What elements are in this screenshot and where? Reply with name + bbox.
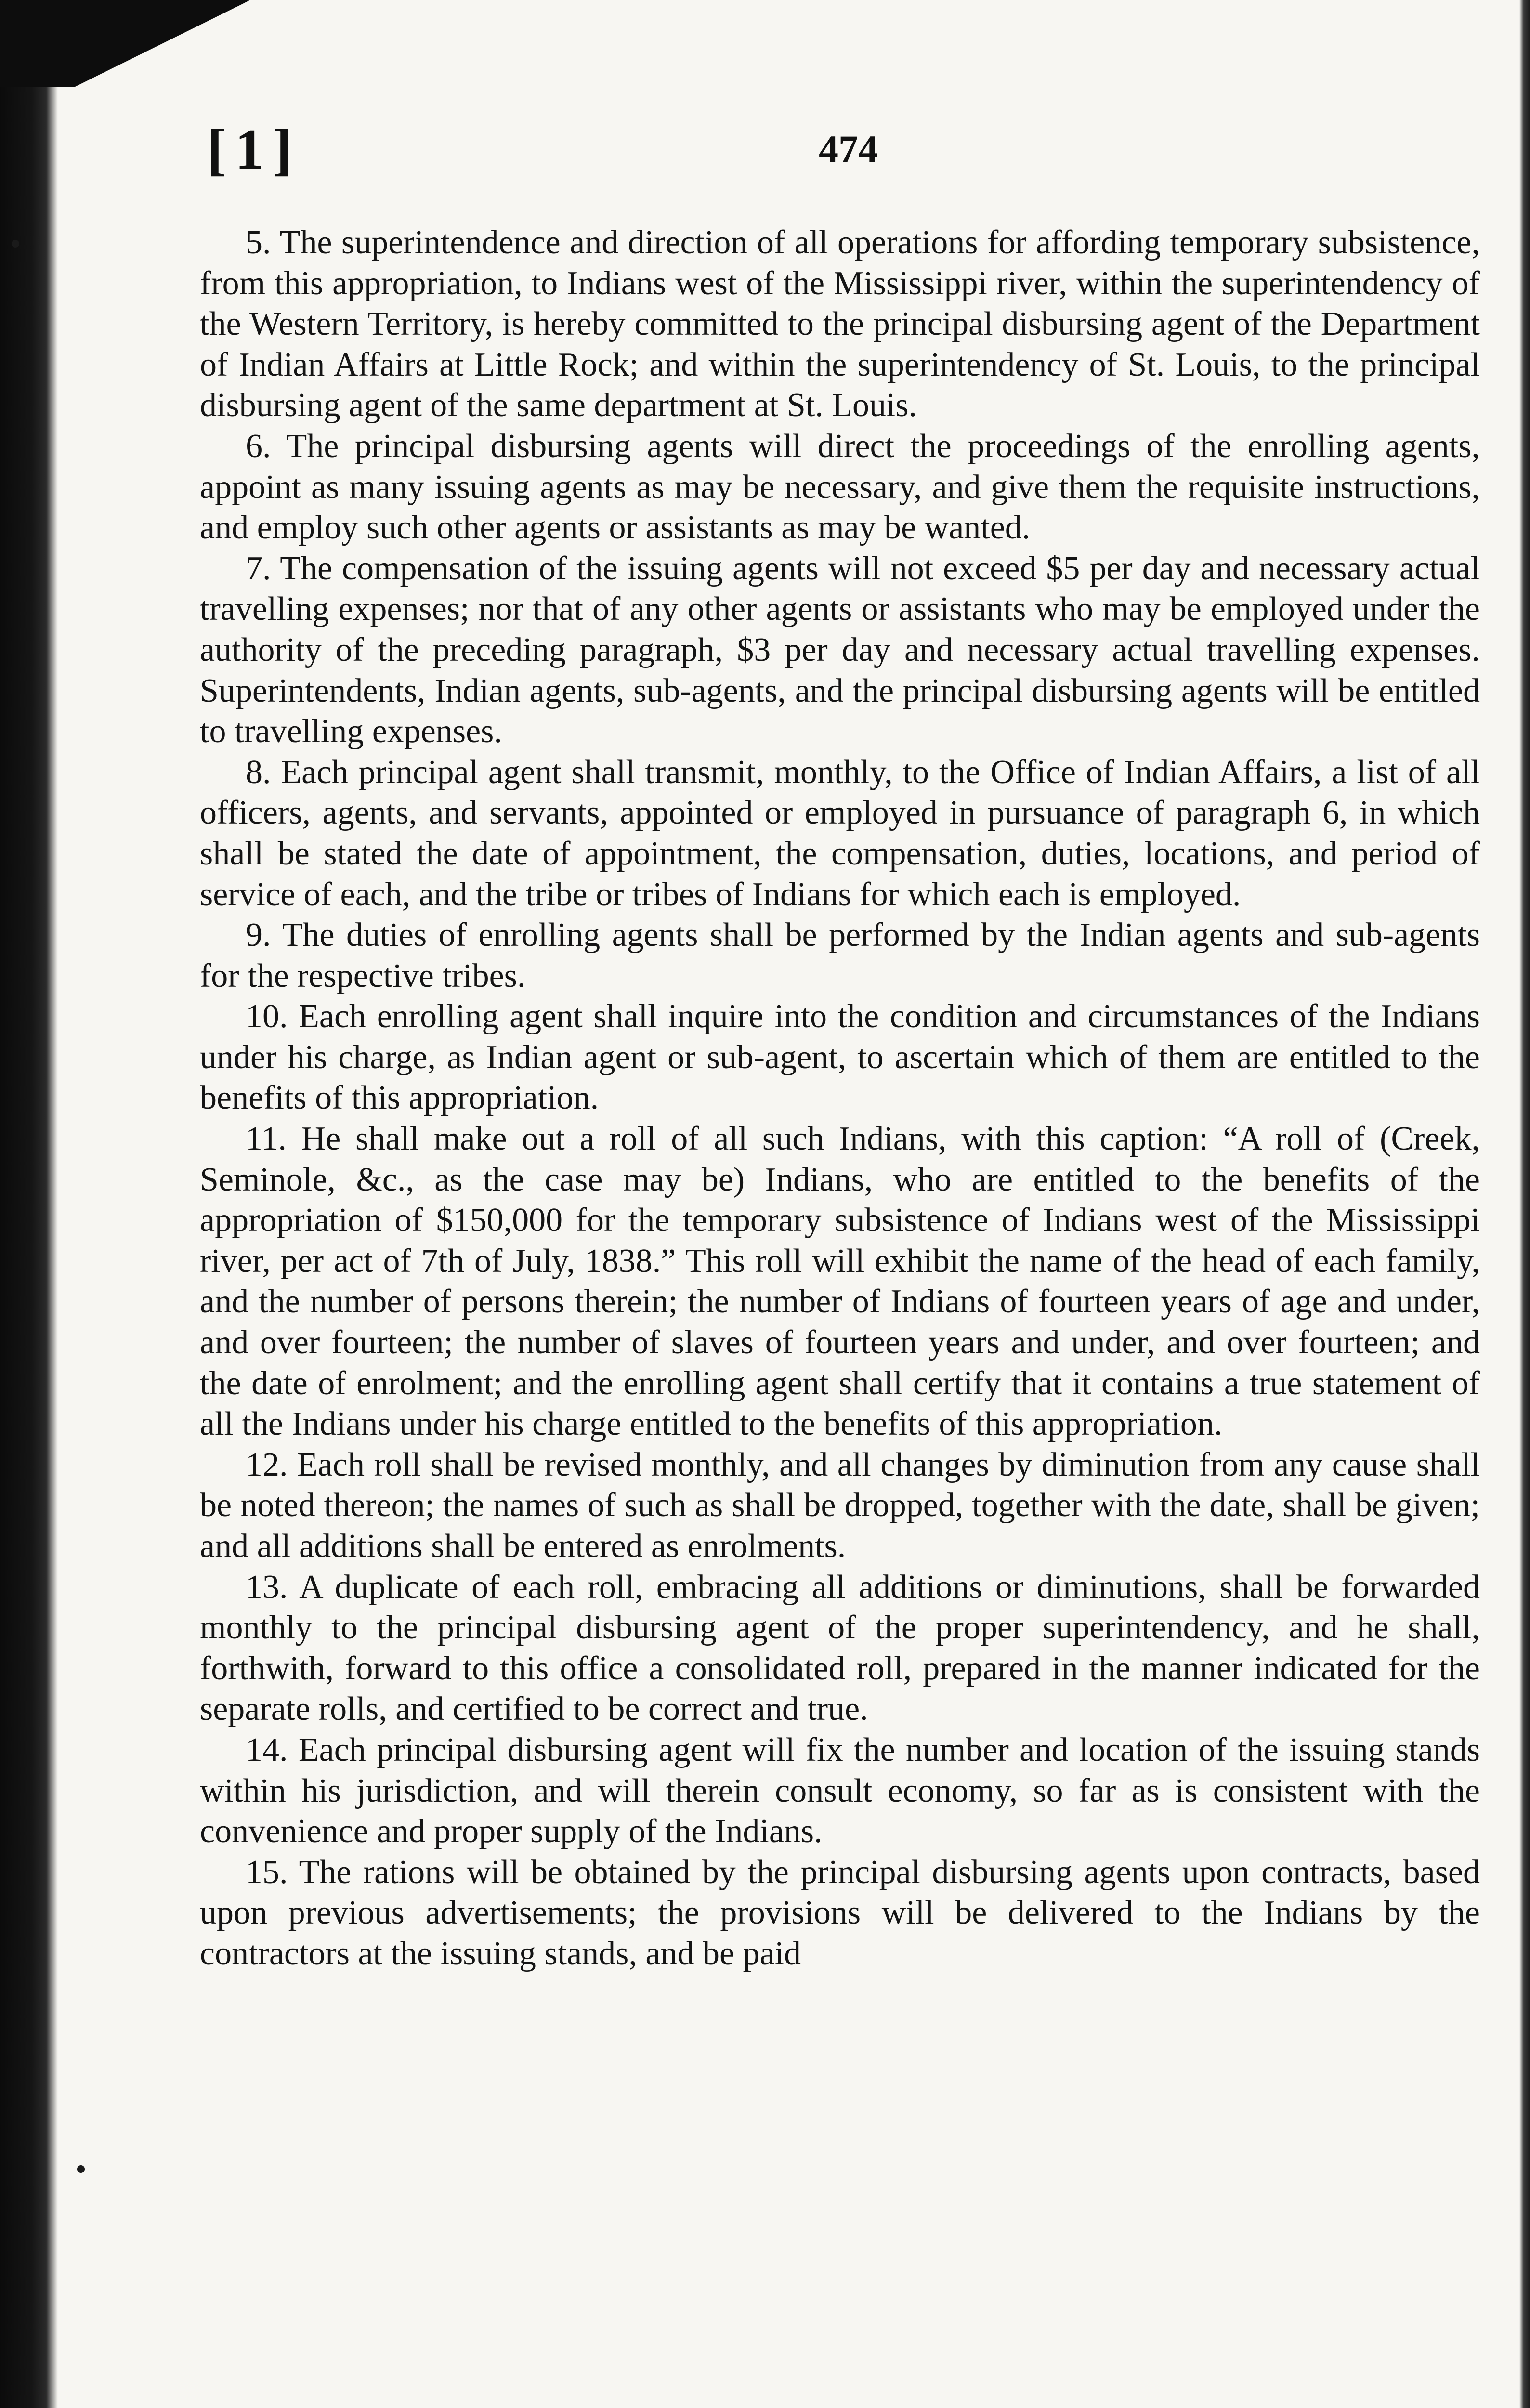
paragraph-6: 6. The principal disbursing agents will direct the proceedings of the enrolling agents, appoint as many issuing agents as may be necessary, and give them the requisite instructions, and employ such other agents or assistants as may be wanted.: [200, 427, 1480, 547]
paragraph-8: 8. Each principal agent shall transmit, monthly, to the Office of Indian Affairs, a list of all officers, agents, and servants, appointed or employed in pursuance of paragraph 6, in which shall be stated the date of appointment, the compensation, duties, locations, and period of service of each, and the tribe or tribes of Indians for which each is employed.: [200, 753, 1480, 913]
paragraph-15: 15. The rations will be obtained by the principal disbursing agents upon contracts, based upon previous advertisements; the provisions will be delivered to the Indians by the contractors at the issuing stands, and be paid: [200, 1853, 1480, 1972]
paragraph-5: 5. The superintendence and direction of all operations for affording temporary subsistence, from this appropriation, to Indians west of the Mississippi river, within the superintendency of the Western Territory, is hereby committed to the principal disbursing agent of the Department of Indian Affairs at Little Rock; and within the superintendency of St. Louis, to the principal disbursing agent of the same department at St. Louis.: [200, 224, 1480, 424]
page-number: 474: [819, 127, 878, 171]
margin-dot: [12, 240, 19, 248]
page-header: [207, 117, 1483, 188]
scan-border-right: [1519, 0, 1530, 2408]
paragraph-14: 14. Each principal disbursing agent will fix the number and location of the issuing stands within his jurisdiction, and will therein consult economy, so far as is consistent with the convenience and proper supply of the Indians.: [200, 1731, 1480, 1850]
margin-dot: [77, 2165, 85, 2173]
scan-border-top-left: [0, 0, 250, 87]
paragraph-7: 7. The compensation of the issuing agents will not exceed $5 per day and necessary actual travelling expenses; nor that of any other agents or assistants who may be employed under the authority of the preceding paragraph, $3 per day and necessary actual travelling expenses. Superintendents, Indian agents, sub-agents, and the principal disbursing agents will be entitled to travelling expenses.: [200, 550, 1480, 750]
sheet-marker: [1]: [207, 117, 301, 181]
paragraph-11: 11. He shall make out a roll of all such Indians, with this caption: “A roll of (Creek, Seminole, &c., as the case may be) Indians, who are entitled to the benefits of the appropriation of $150,000 for the temporary subsistence of Indians west of the Mississippi river, per act of 7th of July, 1838.” This roll will exhibit the name of the head of each family, and the number of persons therein; the number of Indians of fourteen years of age and under, and over fourteen; the number of slaves of fourteen years and under, and over fourteen; and the date of enrolment; and the enrolling agent shall certify that it contains a true statement of all the Indians under his charge entitled to the benefits of this appropriation.: [200, 1120, 1480, 1443]
document-body: [200, 222, 1480, 1975]
paragraph-13: 13. A duplicate of each roll, embracing all additions or diminutions, shall be forwarded monthly to the principal disbursing agent of the proper superintendency, and he shall, forthwith, forward to this office a consolidated roll, prepared in the manner indicated for the separate rolls, and certified to be correct and true.: [200, 1568, 1480, 1728]
scan-border-left: [0, 0, 58, 2408]
paragraph-12: 12. Each roll shall be revised monthly, and all changes by diminution from any cause shall be noted thereon; the names of such as shall be dropped, together with the date, shall be given; and all additions shall be entered as enrolments.: [200, 1446, 1480, 1565]
paragraph-9: 9. The duties of enrolling agents shall be performed by the Indian agents and sub-agents for the respective tribes.: [200, 916, 1480, 995]
paragraph-10: 10. Each enrolling agent shall inquire into the condition and circumstances of the Indians under his charge, as Indian agent or sub-agent, to ascertain which of them are entitled to the benefits of this appropriation.: [200, 998, 1480, 1117]
